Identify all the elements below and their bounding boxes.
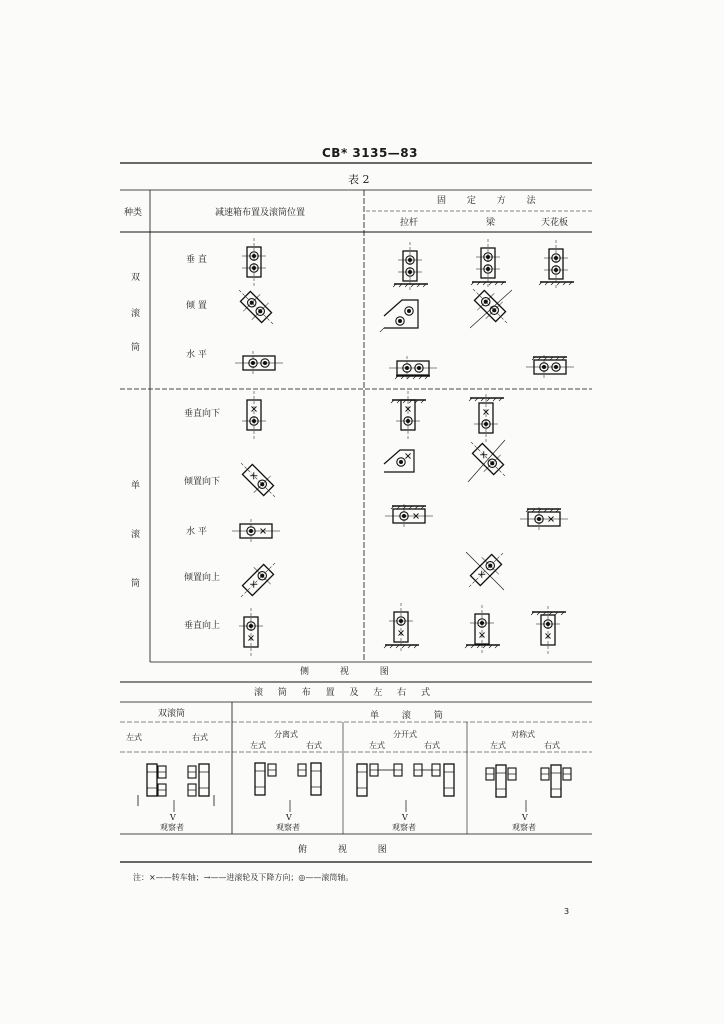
row-label-5: 倾置向下 — [184, 477, 221, 487]
double-right-label: 右式 — [192, 733, 208, 742]
single-g1-left: 左式 — [250, 741, 266, 750]
footnote: 注：×——转车轴；→——进滚轮及下降方向；◎——滚筒轴。 — [133, 873, 354, 882]
hatch-icon — [471, 282, 506, 285]
plan-single-g1-right — [298, 763, 321, 795]
col-header-fix-c: 天花板 — [541, 218, 569, 228]
row-label-3: 水 平 — [186, 350, 207, 360]
single-g2-right: 右式 — [424, 741, 440, 750]
diagram-fix-a-inclined-down — [384, 450, 414, 472]
col-header-arrangement: 减速箱布置及滚筒位置 — [215, 208, 306, 218]
view-mark-1: V — [170, 813, 176, 822]
plan-double-left — [138, 764, 166, 806]
single-g2-left: 左式 — [369, 741, 385, 750]
diagram-fix-c-horizontal-single — [520, 507, 568, 531]
diagram-double-horizontal — [235, 351, 283, 375]
double-drum-title: 双滚筒 — [158, 709, 186, 719]
diagram-double-inclined — [231, 282, 282, 333]
diagram-fix-c-vertical-up — [531, 606, 566, 654]
plan-single-g2-left — [357, 764, 402, 796]
hatch-icon — [469, 398, 504, 401]
plan-view-caption: 俯 视 图 — [298, 845, 401, 855]
diagram-fix-b-inclined — [465, 281, 516, 332]
row-label-7: 倾置向上 — [184, 573, 221, 583]
row-label-6: 水 平 — [186, 527, 207, 537]
side-view-caption: 侧 视 图 — [300, 667, 403, 677]
diagram-fix-b-inclined-up — [461, 545, 512, 596]
observer-1: 观察者 — [160, 823, 184, 832]
single-g3-right: 右式 — [544, 741, 560, 750]
diagram-fix-c-vertical — [544, 240, 568, 288]
diagram-fix-b-vertical-up — [465, 605, 500, 653]
table-title: 表 2 — [348, 173, 370, 186]
diagram-fix-b-vertical — [476, 239, 500, 287]
plan-single-g2-right — [414, 764, 454, 796]
single-g1-right: 右式 — [306, 741, 322, 750]
col-header-fix-b: 梁 — [486, 218, 496, 228]
double-left-label: 左式 — [126, 733, 142, 742]
page-number: 3 — [564, 907, 570, 916]
diagram-fix-a-inclined — [380, 300, 418, 332]
plan-single-g3-right — [541, 765, 571, 797]
row-label-1: 垂 直 — [186, 255, 207, 265]
plan-single-g1-left — [255, 763, 276, 795]
group-double-char-2: 滚 — [131, 309, 141, 319]
observer-3: 观察者 — [392, 823, 416, 832]
diagram-fix-a-horizontal-single — [385, 504, 433, 528]
row-label-4: 垂直向下 — [184, 409, 221, 419]
group-single-char-2: 滚 — [131, 530, 141, 540]
diagram-fix-c-horizontal — [526, 355, 574, 379]
view-mark-3: V — [402, 813, 408, 822]
group-double-char-3: 筒 — [131, 343, 141, 353]
plan-single-g3-left — [486, 765, 516, 797]
view-mark-4: V — [522, 813, 528, 822]
group-single-char-1: 单 — [131, 481, 141, 491]
col-header-type: 种类 — [124, 208, 143, 218]
diagram-fix-b-vertical-down — [474, 394, 498, 442]
diagram-single-vertical-up — [239, 608, 263, 656]
row-label-2: 倾 置 — [186, 301, 207, 311]
diagram-fix-a-vertical-up — [384, 603, 419, 651]
diagram-double-vertical — [242, 238, 266, 286]
diagram-fix-a-vertical-down — [396, 391, 420, 439]
observer-4: 观察者 — [512, 823, 536, 832]
hatch-icon — [393, 284, 428, 287]
plan-double-right — [188, 764, 214, 806]
hatch-icon — [391, 400, 426, 403]
view-mark-2: V — [286, 813, 292, 822]
arrangement-title: 滚 筒 布 置 及 左 右 式 — [254, 688, 437, 698]
hatch-icon — [539, 282, 574, 285]
diagram-single-inclined-down — [233, 455, 284, 506]
diagram-single-inclined-up — [233, 555, 284, 606]
diagram-single-vertical-down — [242, 391, 266, 439]
single-g3-left: 左式 — [490, 741, 506, 750]
observer-2: 观察者 — [276, 823, 300, 832]
row-label-8: 垂直向上 — [184, 621, 221, 631]
single-g1-name: 分离式 — [274, 730, 298, 739]
single-g2-name: 分开式 — [393, 730, 417, 739]
standard-number: CB* 3135—83 — [322, 146, 419, 160]
diagram-fix-a-horizontal — [389, 356, 437, 380]
diagram-fix-a-vertical — [398, 242, 422, 290]
single-drum-title: 单 滚 筒 — [370, 711, 453, 721]
diagram-single-horizontal — [232, 519, 280, 543]
single-g3-name: 对称式 — [511, 730, 535, 739]
col-header-fixing: 固 定 方 法 — [437, 196, 545, 206]
col-header-fix-a: 拉杆 — [400, 218, 419, 228]
group-double-char-1: 双 — [131, 273, 141, 283]
group-single-char-3: 筒 — [131, 579, 141, 589]
